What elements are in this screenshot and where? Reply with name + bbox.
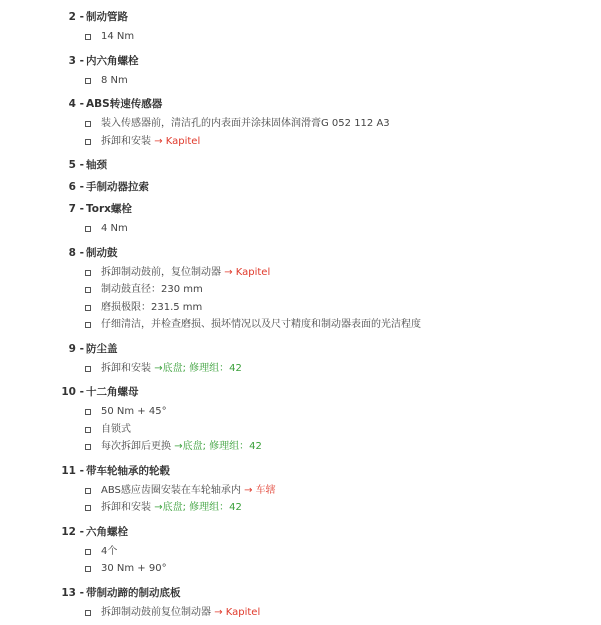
section-title: 六角螺栓: [86, 525, 128, 538]
section-number: 10 -: [61, 386, 84, 398]
cross-reference-link[interactable]: → 车辖: [244, 484, 276, 496]
list-item-text-wrap: [101, 281, 203, 299]
list-item-text-wrap: [101, 72, 128, 90]
cross-reference-link[interactable]: → Kapitel: [214, 606, 261, 618]
list-item-text: 14 Nm: [101, 31, 135, 42]
section-heading: [0, 521, 601, 543]
list-item: [0, 482, 601, 500]
list-item-text-wrap: [101, 264, 270, 282]
list-item-text: 拆卸制动鼓前复位制动器: [101, 606, 215, 618]
list-item-text: 拆卸和安装: [101, 135, 155, 147]
list-item-text-wrap: [101, 438, 262, 456]
section-heading: [0, 154, 601, 176]
list-item-text: 自锁式: [101, 423, 131, 435]
section-11: [0, 460, 601, 517]
section-number: 4 -: [68, 98, 84, 110]
cross-reference-link[interactable]: →底盘; 修理组：42: [174, 441, 262, 452]
list-item: [0, 499, 601, 517]
list-item-text: 拆卸制动鼓前，复位制动器: [101, 266, 225, 278]
square-bullet-icon: [85, 505, 91, 511]
list-item: [0, 360, 601, 378]
list-item: [0, 220, 601, 238]
cross-reference-link[interactable]: →底盘; 修理组：42: [154, 362, 242, 374]
list-item-text-wrap: [101, 220, 128, 238]
cross-reference-link[interactable]: →底盘; 修理组：42: [154, 502, 242, 513]
list-item: [0, 133, 601, 151]
list-item-text: 50 Nm + 45°: [101, 406, 167, 417]
section-10: [0, 381, 601, 456]
list-item: [0, 403, 601, 421]
section-heading: [0, 242, 601, 264]
section-9: [0, 338, 601, 378]
square-bullet-icon: [85, 287, 91, 293]
section-title: 轴颈: [86, 159, 107, 171]
list-item: [0, 543, 601, 561]
section-heading: [0, 176, 601, 198]
square-bullet-icon: [85, 34, 91, 40]
square-bullet-icon: [85, 566, 91, 572]
list-item-text-wrap: [101, 604, 260, 622]
list-item: [0, 28, 601, 46]
square-bullet-icon: [85, 226, 91, 232]
section-number: 9 -: [68, 342, 84, 355]
section-title: Torx螺栓: [86, 203, 132, 215]
list-item-text: 拆卸和安装: [101, 502, 155, 513]
section-7: [0, 198, 601, 238]
list-item: [0, 281, 601, 299]
list-item-text-wrap: [101, 299, 202, 317]
section-title: ABS转速传感器: [86, 98, 163, 110]
section-number: 2 -: [68, 11, 84, 23]
list-item-text-wrap: [101, 421, 131, 439]
list-item: [0, 438, 601, 456]
square-bullet-icon: [85, 78, 91, 84]
list-item: [0, 115, 601, 133]
cross-reference-link[interactable]: → Kapitel: [154, 135, 201, 147]
section-12: [0, 521, 601, 578]
section-title: 带制动蹄的制动底板: [86, 586, 181, 599]
list-item-text: 4个: [101, 545, 118, 557]
list-item-text-wrap: [101, 560, 167, 578]
list-item-text: 30 Nm + 90°: [101, 563, 167, 574]
section-heading: [0, 460, 601, 482]
section-number: 6 -: [68, 181, 84, 193]
square-bullet-icon: [85, 139, 91, 145]
square-bullet-icon: [85, 121, 91, 127]
list-item-text-wrap: [101, 482, 276, 500]
section-title: 制动鼓: [86, 246, 118, 259]
list-item: [0, 264, 601, 282]
square-bullet-icon: [85, 427, 91, 433]
list-item-text: ABS感应齿圈安装在车轮轴承内: [101, 484, 245, 496]
list-item-text: 每次拆卸后更换: [101, 441, 175, 452]
square-bullet-icon: [85, 366, 91, 372]
square-bullet-icon: [85, 322, 91, 328]
list-item-text: 装入传感器前，清洁孔的内表面并涂抹固体润滑膏G 052 112 A3: [101, 118, 390, 129]
list-item-text-wrap: [101, 28, 134, 46]
section-number: 8 -: [68, 246, 84, 259]
section-heading: [0, 198, 601, 220]
list-item-text: 拆卸和安装: [101, 362, 155, 374]
cross-reference-link[interactable]: → Kapitel: [224, 266, 271, 278]
list-item: [0, 560, 601, 578]
square-bullet-icon: [85, 610, 91, 616]
section-heading: [0, 6, 601, 28]
square-bullet-icon: [85, 270, 91, 276]
section-number: 7 -: [68, 203, 84, 215]
list-item: [0, 299, 601, 317]
list-item: [0, 316, 601, 334]
list-item-text-wrap: [101, 133, 200, 151]
section-number: 13 -: [61, 586, 84, 599]
list-item-text-wrap: [101, 115, 390, 133]
section-number: 12 -: [61, 525, 84, 538]
section-title: 防尘盖: [86, 342, 118, 355]
section-heading: [0, 381, 601, 403]
list-item-text: 8 Nm: [101, 74, 128, 86]
section-number: 11 -: [61, 464, 84, 477]
section-number: 3 -: [68, 54, 84, 67]
list-item-text: 4 Nm: [101, 223, 128, 234]
square-bullet-icon: [85, 488, 91, 494]
section-title: 带车轮轴承的轮毂: [86, 464, 170, 477]
section-title: 内六角螺栓: [86, 54, 139, 67]
square-bullet-icon: [85, 409, 91, 415]
section-heading: [0, 93, 601, 115]
list-item: [0, 421, 601, 439]
list-item-text-wrap: [101, 543, 117, 561]
list-item-text: 磨损极限：231.5 mm: [101, 301, 203, 313]
section-2: [0, 6, 601, 46]
square-bullet-icon: [85, 549, 91, 555]
list-item-text-wrap: [101, 360, 242, 378]
section-title: 制动管路: [86, 11, 128, 23]
document-body: [0, 6, 601, 625]
section-8: [0, 242, 601, 334]
section-heading: [0, 50, 601, 72]
list-item-text-wrap: [101, 499, 242, 517]
list-item-text: 制动鼓直径：230 mm: [101, 284, 203, 295]
list-item-text-wrap: [101, 316, 421, 334]
section-6: [0, 176, 601, 198]
list-item: [0, 72, 601, 90]
square-bullet-icon: [85, 305, 91, 311]
square-bullet-icon: [85, 444, 91, 450]
section-heading: [0, 338, 601, 360]
section-5: [0, 154, 601, 176]
section-number: 5 -: [68, 159, 84, 171]
section-13: [0, 582, 601, 622]
section-title: 手制动器拉索: [86, 181, 149, 193]
section-3: [0, 50, 601, 90]
list-item-text: 仔细清洁，并检查磨损、损坏情况以及尺寸精度和制动器表面的光洁程度: [101, 319, 421, 330]
section-4: [0, 93, 601, 150]
section-heading: [0, 582, 601, 604]
section-title: 十二角螺母: [86, 386, 139, 398]
list-item: [0, 604, 601, 622]
list-item-text-wrap: [101, 403, 167, 421]
